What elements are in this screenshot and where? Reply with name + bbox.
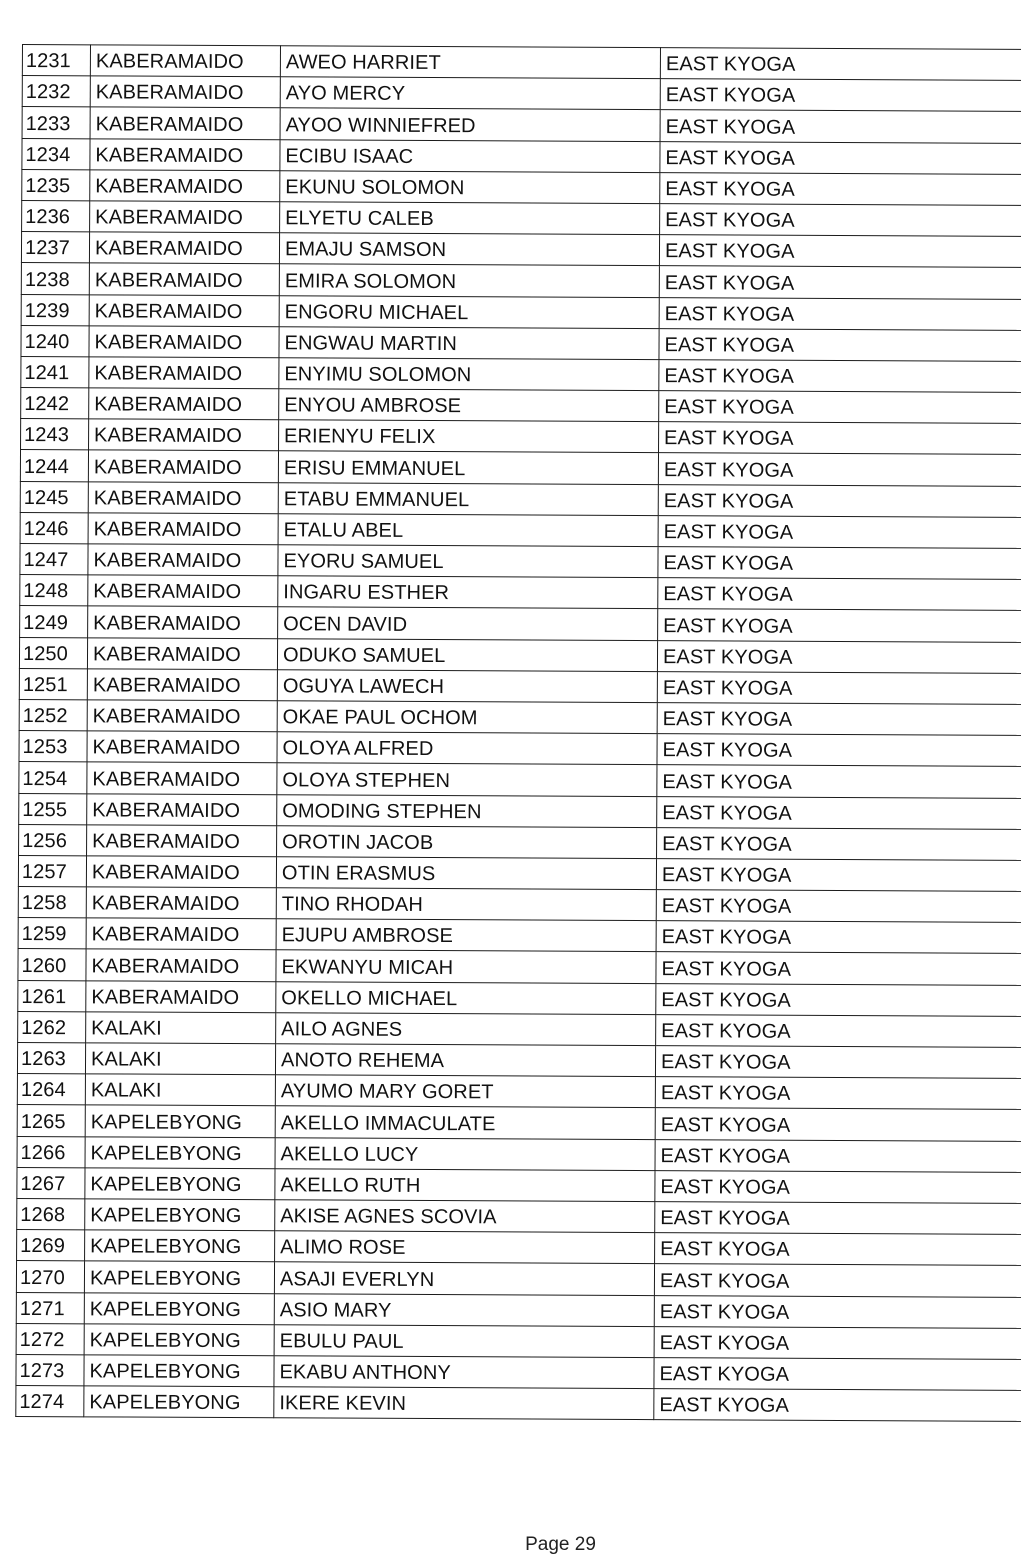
name-cell: AWEO HARRIET: [280, 46, 660, 79]
region-cell: EAST KYOGA: [654, 1264, 1021, 1297]
region-cell: EAST KYOGA: [655, 1077, 1021, 1110]
table-row: [18, 887, 1021, 923]
row-number-cell: 1235: [22, 169, 90, 201]
table-row: [17, 1042, 1021, 1078]
region-cell: EAST KYOGA: [658, 578, 1021, 611]
table-row: [22, 200, 1021, 236]
table-row: [19, 793, 1021, 829]
district-cell: KABERAMAIDO: [89, 326, 279, 358]
row-number-cell: 1231: [22, 45, 90, 77]
table-row: [20, 543, 1021, 579]
district-cell: KAPELEBYONG: [85, 1168, 275, 1200]
region-cell: EAST KYOGA: [659, 391, 1021, 424]
district-cell: KALAKI: [86, 1012, 276, 1044]
table-row: [17, 1230, 1021, 1266]
table-row: [21, 388, 1021, 424]
roster-table: [15, 44, 1021, 1422]
name-cell: OCEN DAVID: [278, 607, 658, 640]
name-cell: OKAE PAUL OCHOM: [277, 701, 657, 734]
name-cell: INGARU ESTHER: [278, 576, 658, 609]
row-number-cell: 1259: [18, 918, 86, 950]
table-row: [21, 294, 1021, 330]
table-row: [17, 1198, 1021, 1234]
row-number-cell: 1250: [19, 637, 87, 669]
region-cell: EAST KYOGA: [660, 79, 1021, 112]
district-cell: KABERAMAIDO: [89, 232, 279, 264]
district-cell: KABERAMAIDO: [86, 949, 276, 981]
name-cell: EKABU ANTHONY: [274, 1356, 654, 1389]
district-cell: KABERAMAIDO: [90, 201, 280, 233]
row-number-cell: 1240: [21, 325, 89, 357]
table-row: [18, 855, 1021, 891]
region-cell: EAST KYOGA: [658, 453, 1021, 486]
region-cell: EAST KYOGA: [654, 1326, 1021, 1359]
district-cell: KABERAMAIDO: [88, 575, 278, 607]
table-row: [19, 668, 1021, 704]
table-row: [17, 1167, 1021, 1203]
table-row: [17, 1074, 1021, 1110]
district-cell: KABERAMAIDO: [86, 918, 276, 950]
district-cell: KABERAMAIDO: [89, 419, 279, 451]
row-number-cell: 1241: [21, 356, 89, 388]
table-row: [19, 731, 1021, 767]
region-cell: EAST KYOGA: [660, 204, 1021, 237]
row-number-cell: 1262: [18, 1011, 86, 1043]
table-row: [17, 1136, 1021, 1172]
page-number: Page 29: [525, 1534, 596, 1555]
region-cell: EAST KYOGA: [658, 547, 1021, 580]
row-number-cell: 1251: [19, 668, 87, 700]
name-cell: ODUKO SAMUEL: [277, 638, 657, 671]
district-cell: KAPELEBYONG: [85, 1199, 275, 1231]
region-cell: EAST KYOGA: [659, 235, 1021, 268]
region-cell: EAST KYOGA: [656, 921, 1021, 954]
region-cell: EAST KYOGA: [659, 266, 1021, 299]
row-number-cell: 1238: [21, 263, 89, 295]
table-row: [21, 419, 1021, 455]
district-cell: KAPELEBYONG: [84, 1386, 274, 1418]
name-cell: IKERE KEVIN: [274, 1387, 654, 1420]
district-cell: KABERAMAIDO: [90, 107, 280, 139]
region-cell: EAST KYOGA: [654, 1357, 1021, 1390]
table-row: [22, 76, 1021, 112]
name-cell: OLOYA ALFRED: [277, 732, 657, 765]
name-cell: ANOTO REHEMA: [275, 1044, 655, 1077]
table-row: [19, 699, 1021, 735]
table-row: [22, 138, 1021, 174]
document-page: [15, 44, 1021, 1447]
row-number-cell: 1236: [22, 200, 90, 232]
row-number-cell: 1273: [16, 1354, 84, 1386]
table-row: [18, 918, 1021, 954]
row-number-cell: 1272: [16, 1323, 84, 1355]
page-footer: [0, 1534, 1021, 1556]
name-cell: ETALU ABEL: [278, 514, 658, 547]
name-cell: OROTIN JACOB: [277, 825, 657, 858]
district-cell: KABERAMAIDO: [86, 856, 276, 888]
district-cell: KABERAMAIDO: [87, 793, 277, 825]
region-cell: EAST KYOGA: [657, 827, 1021, 860]
row-number-cell: 1239: [21, 294, 89, 326]
row-number-cell: 1249: [20, 606, 88, 638]
row-number-cell: 1267: [17, 1167, 85, 1199]
region-cell: EAST KYOGA: [655, 1108, 1021, 1141]
district-cell: KAPELEBYONG: [84, 1292, 274, 1324]
district-cell: KAPELEBYONG: [84, 1324, 274, 1356]
region-cell: EAST KYOGA: [656, 952, 1021, 985]
district-cell: KABERAMAIDO: [88, 450, 278, 482]
district-cell: KABERAMAIDO: [87, 637, 277, 669]
table-row: [20, 450, 1021, 486]
row-number-cell: 1244: [20, 450, 88, 482]
row-number-cell: 1270: [16, 1261, 84, 1293]
table-row: [18, 1011, 1021, 1047]
region-cell: EAST KYOGA: [655, 1170, 1021, 1203]
district-cell: KABERAMAIDO: [87, 825, 277, 857]
region-cell: EAST KYOGA: [656, 858, 1021, 891]
district-cell: KABERAMAIDO: [88, 606, 278, 638]
name-cell: EKUNU SOLOMON: [280, 171, 660, 204]
region-cell: EAST KYOGA: [657, 640, 1021, 673]
district-cell: KABERAMAIDO: [87, 731, 277, 763]
region-cell: EAST KYOGA: [657, 765, 1021, 798]
name-cell: ETABU EMMANUEL: [278, 482, 658, 515]
district-cell: KAPELEBYONG: [84, 1261, 274, 1293]
region-cell: EAST KYOGA: [659, 297, 1021, 330]
table-row: [18, 949, 1021, 985]
name-cell: OLOYA STEPHEN: [277, 763, 657, 796]
name-cell: ERISU EMMANUEL: [278, 451, 658, 484]
region-cell: EAST KYOGA: [658, 609, 1021, 642]
row-number-cell: 1263: [17, 1042, 85, 1074]
region-cell: EAST KYOGA: [654, 1295, 1021, 1328]
name-cell: OTIN ERASMUS: [276, 857, 656, 890]
name-cell: TINO RHODAH: [276, 888, 656, 921]
region-cell: EAST KYOGA: [656, 1014, 1021, 1047]
district-cell: KAPELEBYONG: [84, 1355, 274, 1387]
row-number-cell: 1254: [19, 762, 87, 794]
row-number-cell: 1234: [22, 138, 90, 170]
name-cell: AKELLO LUCY: [275, 1137, 655, 1170]
region-cell: EAST KYOGA: [657, 796, 1021, 829]
region-cell: EAST KYOGA: [654, 1389, 1021, 1422]
district-cell: KALAKI: [85, 1074, 275, 1106]
region-cell: EAST KYOGA: [655, 1046, 1021, 1079]
name-cell: AYOO WINNIEFRED: [280, 108, 660, 141]
name-cell: AYUMO MARY GORET: [275, 1075, 655, 1108]
table-row: [20, 606, 1021, 642]
district-cell: KAPELEBYONG: [85, 1105, 275, 1137]
district-cell: KALAKI: [85, 1043, 275, 1075]
district-cell: KABERAMAIDO: [88, 481, 278, 513]
region-cell: EAST KYOGA: [660, 48, 1021, 81]
region-cell: EAST KYOGA: [658, 484, 1021, 517]
district-cell: KABERAMAIDO: [89, 294, 279, 326]
region-cell: EAST KYOGA: [657, 734, 1021, 767]
row-number-cell: 1253: [19, 731, 87, 763]
table-row: [21, 325, 1021, 361]
region-cell: EAST KYOGA: [659, 422, 1021, 455]
district-cell: KAPELEBYONG: [85, 1230, 275, 1262]
district-cell: KABERAMAIDO: [87, 669, 277, 701]
name-cell: ELYETU CALEB: [280, 202, 660, 235]
region-cell: EAST KYOGA: [659, 359, 1021, 392]
district-cell: KABERAMAIDO: [87, 762, 277, 794]
name-cell: OMODING STEPHEN: [277, 794, 657, 827]
row-number-cell: 1248: [20, 575, 88, 607]
name-cell: ASIO MARY: [274, 1293, 654, 1326]
district-cell: KAPELEBYONG: [85, 1136, 275, 1168]
district-cell: KABERAMAIDO: [89, 388, 279, 420]
row-number-cell: 1256: [19, 824, 87, 856]
name-cell: ENYOU AMBROSE: [279, 389, 659, 422]
district-cell: KABERAMAIDO: [89, 263, 279, 295]
table-row: [21, 356, 1021, 392]
row-number-cell: 1246: [20, 512, 88, 544]
region-cell: EAST KYOGA: [655, 1139, 1021, 1172]
name-cell: AKISE AGNES SCOVIA: [275, 1200, 655, 1233]
row-number-cell: 1260: [18, 949, 86, 981]
row-number-cell: 1233: [22, 107, 90, 139]
row-number-cell: 1268: [17, 1198, 85, 1230]
row-number-cell: 1258: [18, 887, 86, 919]
row-number-cell: 1271: [16, 1292, 84, 1324]
table-row: [16, 1323, 1021, 1359]
name-cell: AILO AGNES: [276, 1013, 656, 1046]
district-cell: KABERAMAIDO: [87, 700, 277, 732]
row-number-cell: 1242: [21, 388, 89, 420]
row-number-cell: 1274: [16, 1386, 84, 1418]
table-row: [20, 575, 1021, 611]
region-cell: EAST KYOGA: [659, 328, 1021, 361]
table-row: [19, 762, 1021, 798]
row-number-cell: 1269: [17, 1230, 85, 1262]
name-cell: ENGORU MICHAEL: [279, 295, 659, 328]
table-row: [22, 45, 1021, 81]
name-cell: ERIENYU FELIX: [279, 420, 659, 453]
district-cell: KABERAMAIDO: [90, 170, 280, 202]
region-cell: EAST KYOGA: [660, 110, 1021, 143]
name-cell: OKELLO MICHAEL: [276, 981, 656, 1014]
table-row: [16, 1261, 1021, 1297]
table-row: [20, 481, 1021, 517]
table-row: [22, 169, 1021, 205]
row-number-cell: 1255: [19, 793, 87, 825]
roster-table-body: [16, 45, 1021, 1422]
table-row: [19, 637, 1021, 673]
district-cell: KABERAMAIDO: [90, 76, 280, 108]
name-cell: EJUPU AMBROSE: [276, 919, 656, 952]
region-cell: EAST KYOGA: [655, 1233, 1021, 1266]
district-cell: KABERAMAIDO: [89, 357, 279, 389]
region-cell: EAST KYOGA: [657, 703, 1021, 736]
table-row: [16, 1386, 1021, 1422]
name-cell: ENYIMU SOLOMON: [279, 358, 659, 391]
name-cell: EBULU PAUL: [274, 1324, 654, 1357]
row-number-cell: 1257: [18, 855, 86, 887]
table-row: [20, 512, 1021, 548]
row-number-cell: 1247: [20, 543, 88, 575]
region-cell: EAST KYOGA: [660, 172, 1021, 205]
name-cell: ENGWAU MARTIN: [279, 326, 659, 359]
row-number-cell: 1261: [18, 980, 86, 1012]
name-cell: OGUYA LAWECH: [277, 670, 657, 703]
district-cell: KABERAMAIDO: [86, 887, 276, 919]
name-cell: ASAJI EVERLYN: [274, 1262, 654, 1295]
table-row: [19, 824, 1021, 860]
district-cell: KABERAMAIDO: [88, 513, 278, 545]
region-cell: EAST KYOGA: [657, 671, 1021, 704]
region-cell: EAST KYOGA: [660, 141, 1021, 174]
row-number-cell: 1237: [21, 232, 89, 264]
district-cell: KABERAMAIDO: [86, 980, 276, 1012]
name-cell: ECIBU ISAAC: [280, 139, 660, 172]
region-cell: EAST KYOGA: [656, 983, 1021, 1016]
region-cell: EAST KYOGA: [656, 890, 1021, 923]
district-cell: KABERAMAIDO: [90, 45, 280, 77]
table-row: [21, 263, 1021, 299]
row-number-cell: 1265: [17, 1105, 85, 1137]
row-number-cell: 1266: [17, 1136, 85, 1168]
table-row: [21, 232, 1021, 268]
name-cell: AKELLO IMMACULATE: [275, 1106, 655, 1139]
row-number-cell: 1245: [20, 481, 88, 513]
name-cell: EYORU SAMUEL: [278, 545, 658, 578]
name-cell: EMIRA SOLOMON: [279, 264, 659, 297]
district-cell: KABERAMAIDO: [90, 138, 280, 170]
row-number-cell: 1232: [22, 76, 90, 108]
name-cell: AYO MERCY: [280, 77, 660, 110]
row-number-cell: 1252: [19, 699, 87, 731]
region-cell: EAST KYOGA: [658, 515, 1021, 548]
table-row: [18, 980, 1021, 1016]
name-cell: EMAJU SAMSON: [279, 233, 659, 266]
table-row: [17, 1105, 1021, 1141]
name-cell: ALIMO ROSE: [275, 1231, 655, 1264]
name-cell: EKWANYU MICAH: [276, 950, 656, 983]
name-cell: AKELLO RUTH: [275, 1168, 655, 1201]
district-cell: KABERAMAIDO: [88, 544, 278, 576]
table-row: [22, 107, 1021, 143]
region-cell: EAST KYOGA: [655, 1202, 1021, 1235]
table-row: [16, 1292, 1021, 1328]
row-number-cell: 1243: [21, 419, 89, 451]
row-number-cell: 1264: [17, 1074, 85, 1106]
table-row: [16, 1354, 1021, 1390]
